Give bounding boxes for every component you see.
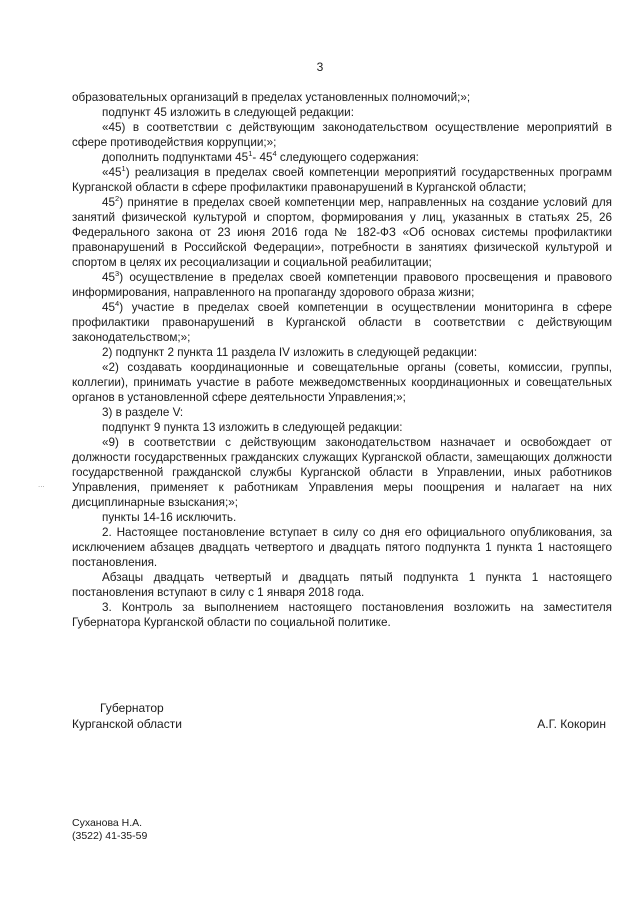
paragraph: 2) подпункт 2 пункта 11 раздела IV изложить в следующей редакции:	[102, 346, 478, 359]
paragraph: образовательных организаций в пределах установленных полномочий;»;	[72, 91, 471, 104]
paragraph: 3) в разделе V:	[102, 406, 184, 419]
signatory-title	[72, 700, 182, 732]
author-name: Суханова Н.А.	[72, 817, 143, 829]
paragraph: «9) в соответствии с действующим законодательством назначает и освобождает от должности государственных гражданских служащих Курганской области, замещающих должности государственной гражданской службы Курганской области в Управлении, иных работников Управления, применяет к работникам Управления меры поощрения и налагает на них дисциплинарные взыскания;»;	[72, 436, 612, 509]
paragraph: подпункт 45 изложить в следующей редакции:	[102, 106, 354, 119]
page-number: 3	[316, 60, 324, 74]
paragraph: $45^3$) осуществление в пределах своей компетенции правового просвещения и правового информирования, направленного на пропаганду здорового образа жизни;	[72, 269, 612, 299]
paragraph: 3. Контроль за выполнением настоящего постановления возложить на заместителя Губернатора Курганской области по социальной политике.	[72, 601, 612, 629]
signatory-title-line2: Курганской области	[72, 717, 182, 731]
paragraph: подпункт 9 пункта 13 изложить в следующей редакции:	[102, 421, 403, 434]
paragraph: «45) в соответствии с действующим законодательством осуществление мероприятий в сфере противодействия коррупции;»;	[72, 121, 612, 149]
paragraph: «2) создавать координационные и совещательные органы (советы, комиссии, группы, коллегии), принимать участие в работе межведомственных координационных и совещательных органов в установленной сфере деятельности Управления;»;	[72, 361, 612, 404]
paragraph: «$45^1$) реализация в пределах своей компетенции мероприятий государственных программ Курганской области в сфере профилактики правонарушений в Курганской области;	[72, 164, 612, 194]
document-body	[72, 90, 612, 630]
paragraph: пункты 14-16 исключить.	[102, 511, 237, 524]
paragraph: Абзацы двадцать четвертый и двадцать пятый подпункта 1 пункта 1 настоящего постановления вступают в силу с 1 января 2018 года.	[72, 571, 612, 599]
contact-block	[72, 817, 147, 843]
paragraph: дополнить подпунктами $45^1-$ $45^4$ следующего содержания:	[102, 149, 419, 164]
paragraph: 2. Настоящее постановление вступает в силу со дня его официального опубликования, за исключением абзацев двадцать четвертого и двадцать пятого подпункта 1 пункта 1 настоящего постановления.	[72, 526, 612, 569]
author-phone: (3522) 41-35-59	[72, 830, 148, 842]
paragraph: $45^4$) участие в пределах своей компетенции в осуществлении мониторинга в сфере профилактики правонарушений в Курганской области в соответствии с действующим законодательством;»;	[72, 299, 612, 344]
paragraph: $45^2$) принятие в пределах своей компетенции мер, направленных на создание условий для занятий физической культурой и спортом, формирования у лиц, указанных в статьях 25, 26 Федерального закона от 23 июня 2016 года № 182-ФЗ «Об основах системы профилактики правонарушений в Российской Федерации», потребности в занятиях физической культурой и спортом в целях их ресоциализации и социальной реабилитации;	[72, 194, 612, 269]
margin-mark: ...	[38, 480, 45, 489]
signatory-title-line1: Губернатор	[100, 701, 164, 715]
signatory-name: А.Г. Кокорин	[537, 717, 606, 731]
